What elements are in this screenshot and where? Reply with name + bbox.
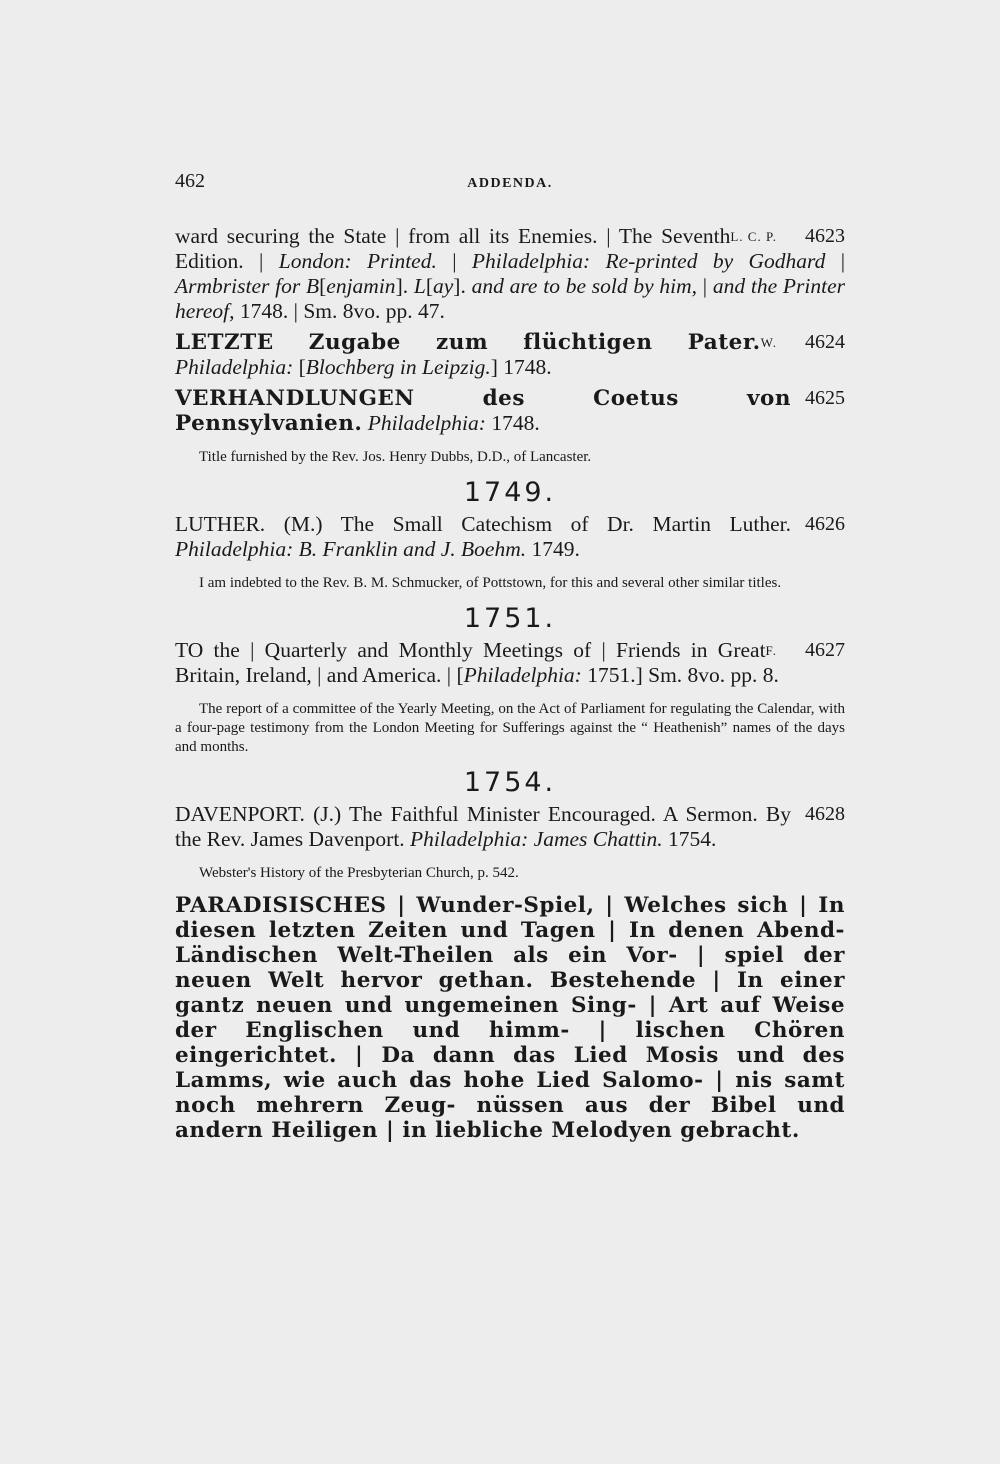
entry-text-segment: 1754. bbox=[662, 827, 717, 851]
entry-text-segment: LETZTE Zugabe zum flüchtigen Pater. bbox=[175, 330, 761, 355]
entry-4627 bbox=[175, 638, 845, 688]
entry-text-segment: 1748. | Sm. 8vo. pp. 47. bbox=[234, 299, 445, 323]
entry-text-segment: PARADISISCHES | Wunder-Spiel, | Welches sich | In diesen letzten Zeiten und Tagen | In denen Abend-Ländischen Welt-Theilen als ein Vor- | spiel der neuen Welt hervor gethan. Bestehende | In einer gantz neuen und ungemeinen Sing- | Art auf Weise der Englischen und himm- | lischen Chören eingerichtet. | Da dann das Lied Mosis und des Lamms, wie auch das hohe Lied Salomo- | nis samt noch mehrern Zeug- nüssen aus der Bibel und andern Heiligen | in liebliche Melodyen gebracht. bbox=[175, 893, 845, 1143]
entry-text-segment: | bbox=[436, 249, 472, 273]
entry-text-segment: ward securing the State | from all its Enemies. | The Seventh Edition. | bbox=[175, 224, 731, 273]
entry-number: 4627 bbox=[805, 639, 845, 661]
page-number: 462 bbox=[175, 170, 205, 192]
note-4627: The report of a committee of the Yearly Meeting, on the Act of Parliament for regulating the Calendar, with a four-page testimony from the London Meeting for Sufferings against the “ Heathenish” names of the days and months. bbox=[175, 701, 845, 755]
entry-4628 bbox=[175, 802, 845, 852]
entry-4625 bbox=[175, 386, 845, 436]
entry-text-segment: TO the | Quarterly and Monthly Meetings of | Friends in Great Britain, Ireland, | and America. | [ bbox=[175, 638, 766, 687]
entry-text-segment: Philadelphia: bbox=[367, 411, 486, 435]
entry-text-segment: enjamin bbox=[326, 274, 396, 298]
year-heading-1754: 1754. bbox=[463, 767, 557, 798]
entry-number: 4628 bbox=[805, 803, 845, 825]
entry-number: 4623 bbox=[805, 225, 845, 247]
entry-4624 bbox=[175, 330, 845, 380]
running-head: ADDENDA. bbox=[467, 176, 553, 191]
year-heading-1751: 1751. bbox=[463, 603, 557, 634]
library-location: F. bbox=[765, 643, 777, 658]
library-location: L. C. P. bbox=[730, 229, 777, 244]
entry-text-segment: VERHANDLUNGEN des Coetus von Pennsylvanien. bbox=[175, 386, 791, 436]
entry-number: 4624 bbox=[805, 331, 845, 353]
entry-text-segment: DAVENPORT. (J.) The Faithful Minister Encouraged. A Sermon. By the Rev. James Davenport. bbox=[175, 802, 791, 851]
entry-text-segment: Philadelphia: B. Franklin and J. Boehm. bbox=[175, 537, 527, 561]
page-content bbox=[175, 224, 845, 1149]
entry-text-segment: [ bbox=[319, 274, 327, 298]
entry-text-segment: and are to be sold by him, bbox=[471, 274, 698, 298]
page-header bbox=[175, 170, 845, 200]
entry-text-segment: 1749. bbox=[526, 537, 580, 561]
entry-text-segment: Philadelphia: bbox=[175, 355, 294, 379]
entry-text-segment: and the Printer hereof, bbox=[175, 274, 845, 323]
entry-text-segment: ]. bbox=[453, 274, 472, 298]
entry-text-segment: LUTHER. (M.) The Small Catechism of Dr. Martin Luther. bbox=[175, 512, 791, 536]
entry-text-segment: ] 1748. bbox=[490, 355, 552, 379]
library-location: W. bbox=[760, 335, 777, 350]
entry-text-segment: Armbrister for B bbox=[175, 274, 320, 298]
entry-text-segment: [ bbox=[293, 355, 306, 379]
entry-text-segment: ay bbox=[433, 274, 454, 298]
entry-text-segment: [ bbox=[425, 274, 433, 298]
note-4626: I am indebted to the Rev. B. M. Schmucker, of Pottstown, for this and several other similar titles. bbox=[199, 575, 782, 591]
entry-text-segment: Philadelphia: James Chattin. bbox=[410, 827, 663, 851]
entry-text-segment: ]. bbox=[395, 274, 414, 298]
entry-text-segment: | bbox=[697, 274, 713, 298]
entry-text-segment: L bbox=[413, 274, 426, 298]
entry-number: 4626 bbox=[805, 513, 845, 535]
year-heading-1749: 1749. bbox=[463, 477, 557, 508]
entry-text-segment: | bbox=[825, 249, 846, 273]
entry-paradisisches bbox=[175, 893, 845, 1143]
entry-4626 bbox=[175, 512, 845, 562]
entry-4623 bbox=[175, 224, 845, 324]
entry-text-segment: 1748. bbox=[485, 411, 540, 435]
entry-text-segment: 1751.] Sm. 8vo. pp. 8. bbox=[581, 663, 779, 687]
entry-number: 4625 bbox=[805, 387, 845, 409]
entry-text-segment: Philadelphia: bbox=[463, 663, 582, 687]
note-4628: Webster's History of the Presbyterian Church, p. 542. bbox=[199, 865, 519, 881]
entry-text-segment: Blochberg in Leipzig. bbox=[305, 355, 491, 379]
entry-text-segment: London: Printed. bbox=[278, 249, 437, 273]
note-4625: Title furnished by the Rev. Jos. Henry Dubbs, D.D., of Lancaster. bbox=[199, 449, 592, 465]
entry-text-segment: Philadelphia: Re-printed by Godhard bbox=[471, 249, 826, 273]
